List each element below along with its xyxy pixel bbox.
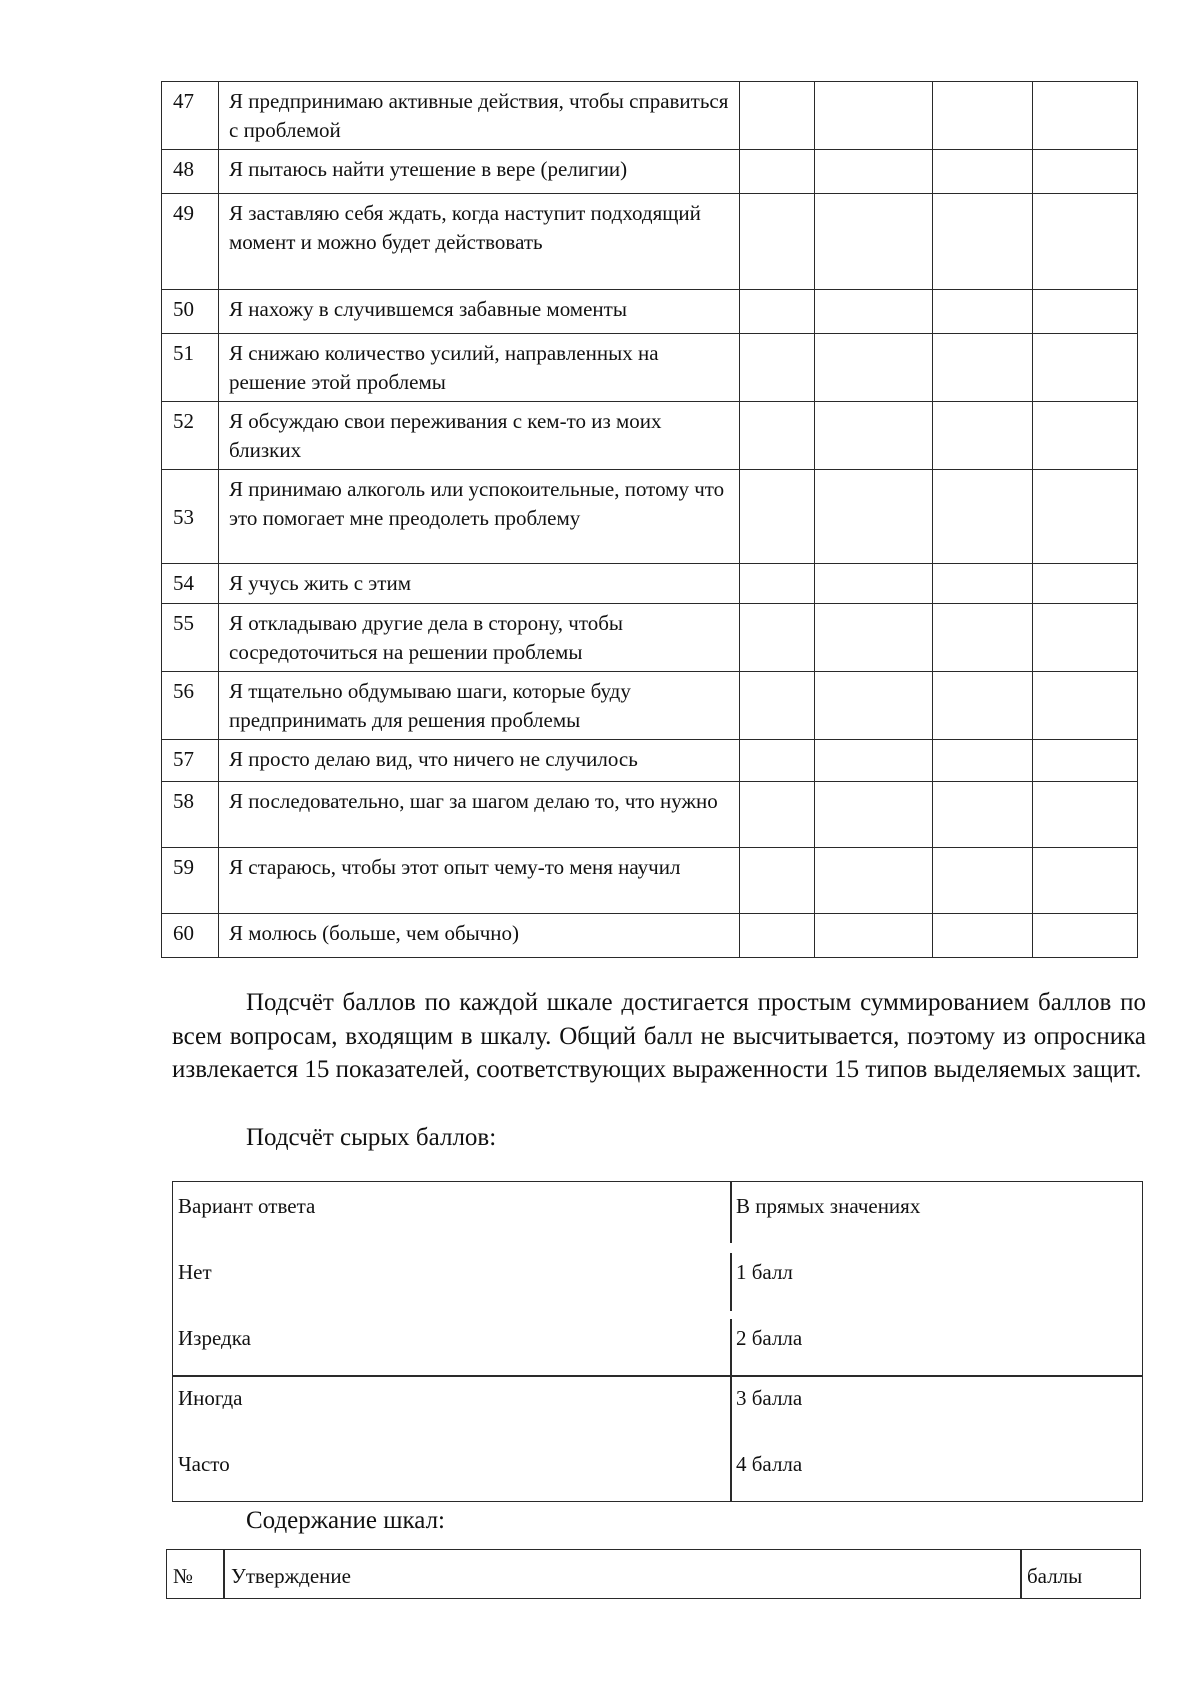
header-option: Вариант ответа bbox=[178, 1194, 316, 1218]
questionnaire-table bbox=[161, 81, 1138, 958]
scales-heading: Содержание шкал: bbox=[246, 1507, 445, 1534]
table-row bbox=[162, 194, 1138, 290]
answer-cell[interactable] bbox=[740, 740, 815, 782]
answer-cell[interactable] bbox=[815, 672, 933, 740]
item-number: 59 bbox=[162, 848, 219, 914]
answer-option: Иногда bbox=[178, 1386, 243, 1410]
column-divider bbox=[1020, 1550, 1022, 1598]
column-divider bbox=[730, 1319, 732, 1501]
table-row bbox=[162, 604, 1138, 672]
item-number: 57 bbox=[162, 740, 219, 782]
header-number: № bbox=[173, 1564, 194, 1588]
answer-cell[interactable] bbox=[933, 402, 1033, 470]
answer-option: Часто bbox=[178, 1452, 230, 1476]
answer-value: 3 балла bbox=[736, 1386, 803, 1410]
answer-cell[interactable] bbox=[815, 564, 933, 604]
answer-cell[interactable] bbox=[1033, 82, 1138, 150]
answer-cell[interactable] bbox=[1033, 564, 1138, 604]
scales-table bbox=[166, 1549, 1141, 1599]
answer-cell[interactable] bbox=[933, 782, 1033, 848]
item-statement: Я тщательно обдумываю шаги, которые буду предпринимать для решения проблемы bbox=[219, 672, 740, 740]
answer-cell[interactable] bbox=[740, 672, 815, 740]
answer-cell[interactable] bbox=[1033, 782, 1138, 848]
item-statement: Я учусь жить с этим bbox=[219, 564, 740, 604]
table-row bbox=[162, 290, 1138, 334]
answer-cell[interactable] bbox=[1033, 150, 1138, 194]
answer-cell[interactable] bbox=[1033, 914, 1138, 958]
answer-cell[interactable] bbox=[815, 604, 933, 672]
answer-cell[interactable] bbox=[933, 150, 1033, 194]
table-row bbox=[162, 564, 1138, 604]
column-divider bbox=[223, 1550, 225, 1598]
answer-cell[interactable] bbox=[815, 150, 933, 194]
answer-cell[interactable] bbox=[740, 290, 815, 334]
answer-cell[interactable] bbox=[1033, 740, 1138, 782]
answer-cell[interactable] bbox=[933, 848, 1033, 914]
answer-cell[interactable] bbox=[933, 194, 1033, 290]
answer-cell[interactable] bbox=[933, 334, 1033, 402]
table-row bbox=[162, 848, 1138, 914]
item-number: 47 bbox=[162, 82, 219, 150]
answer-cell[interactable] bbox=[933, 740, 1033, 782]
header-points: баллы bbox=[1027, 1564, 1083, 1588]
answer-cell[interactable] bbox=[933, 470, 1033, 564]
answer-cell[interactable] bbox=[740, 334, 815, 402]
answer-cell[interactable] bbox=[815, 334, 933, 402]
item-statement: Я последовательно, шаг за шагом делаю то, что нужно bbox=[219, 782, 740, 848]
item-number: 48 bbox=[162, 150, 219, 194]
item-number: 49 bbox=[162, 194, 219, 290]
item-statement: Я пытаюсь найти утешение в вере (религии) bbox=[219, 150, 740, 194]
answer-cell[interactable] bbox=[1033, 848, 1138, 914]
answer-cell[interactable] bbox=[740, 82, 815, 150]
answer-cell[interactable] bbox=[740, 150, 815, 194]
item-number: 55 bbox=[162, 604, 219, 672]
item-statement: Я стараюсь, чтобы этот опыт чему-то меня научил bbox=[219, 848, 740, 914]
header-value: В прямых значениях bbox=[736, 1194, 921, 1218]
answer-cell[interactable] bbox=[933, 672, 1033, 740]
column-divider bbox=[730, 1253, 732, 1311]
answer-cell[interactable] bbox=[815, 402, 933, 470]
item-statement: Я снижаю количество усилий, направленных на решение этой проблемы bbox=[219, 334, 740, 402]
answer-value: 4 балла bbox=[736, 1452, 803, 1476]
item-number: 56 bbox=[162, 672, 219, 740]
table-row bbox=[162, 334, 1138, 402]
answer-cell[interactable] bbox=[1033, 672, 1138, 740]
table-row bbox=[162, 402, 1138, 470]
answer-cell[interactable] bbox=[1033, 604, 1138, 672]
item-number: 52 bbox=[162, 402, 219, 470]
column-divider bbox=[730, 1182, 732, 1243]
item-number: 54 bbox=[162, 564, 219, 604]
answer-cell[interactable] bbox=[933, 82, 1033, 150]
answer-cell[interactable] bbox=[815, 290, 933, 334]
item-number: 58 bbox=[162, 782, 219, 848]
item-number: 51 bbox=[162, 334, 219, 402]
answer-cell[interactable] bbox=[1033, 402, 1138, 470]
item-statement: Я обсуждаю свои переживания с кем-то из моих близких bbox=[219, 402, 740, 470]
table-row bbox=[162, 740, 1138, 782]
answer-cell[interactable] bbox=[740, 604, 815, 672]
answer-cell[interactable] bbox=[1033, 290, 1138, 334]
answer-cell[interactable] bbox=[740, 194, 815, 290]
answer-cell[interactable] bbox=[740, 782, 815, 848]
scoring-paragraph: Подсчёт баллов по каждой шкале достигается простым суммированием баллов по всем вопросам, входящим в шкалу. Общий балл не высчитывается, поэтому из опросника извлекается 15 показателей, соответствующих выраженности 15 типов выделяемых защит. bbox=[172, 989, 1146, 1083]
item-statement: Я просто делаю вид, что ничего не случилось bbox=[219, 740, 740, 782]
answer-cell[interactable] bbox=[933, 564, 1033, 604]
answer-cell[interactable] bbox=[740, 470, 815, 564]
header-statement: Утверждение bbox=[231, 1564, 351, 1588]
answer-cell[interactable] bbox=[815, 782, 933, 848]
answer-cell[interactable] bbox=[815, 740, 933, 782]
answer-cell[interactable] bbox=[815, 82, 933, 150]
item-number: 50 bbox=[162, 290, 219, 334]
raw-scores-table bbox=[172, 1181, 1143, 1502]
answer-cell[interactable] bbox=[740, 402, 815, 470]
answer-cell[interactable] bbox=[933, 604, 1033, 672]
item-statement: Я молюсь (больше, чем обычно) bbox=[219, 914, 740, 958]
answer-cell[interactable] bbox=[933, 290, 1033, 334]
raw-scores-heading: Подсчёт сырых баллов: bbox=[246, 1124, 497, 1151]
item-statement: Я откладываю другие дела в сторону, чтобы сосредоточиться на решении проблемы bbox=[219, 604, 740, 672]
answer-cell[interactable] bbox=[740, 848, 815, 914]
answer-cell[interactable] bbox=[1033, 334, 1138, 402]
answer-option: Изредка bbox=[178, 1326, 251, 1350]
table-row bbox=[162, 150, 1138, 194]
answer-cell[interactable] bbox=[740, 564, 815, 604]
answer-option: Нет bbox=[178, 1260, 212, 1284]
answer-cell[interactable] bbox=[815, 470, 933, 564]
table-row bbox=[162, 672, 1138, 740]
table-row bbox=[162, 914, 1138, 958]
answer-cell[interactable] bbox=[1033, 470, 1138, 564]
answer-cell[interactable] bbox=[933, 914, 1033, 958]
table-row bbox=[162, 470, 1138, 564]
answer-cell[interactable] bbox=[815, 914, 933, 958]
table-row bbox=[162, 82, 1138, 150]
answer-value: 1 балл bbox=[736, 1260, 793, 1284]
item-statement: Я заставляю себя ждать, когда наступит подходящий момент и можно будет действовать bbox=[219, 194, 740, 290]
row-divider bbox=[173, 1375, 1142, 1377]
item-statement: Я предпринимаю активные действия, чтобы справиться с проблемой bbox=[219, 82, 740, 150]
item-statement: Я принимаю алкоголь или успокоительные, потому что это помогает мне преодолеть проблему bbox=[219, 470, 740, 564]
answer-cell[interactable] bbox=[815, 194, 933, 290]
item-number: 53 bbox=[162, 470, 219, 564]
answer-value: 2 балла bbox=[736, 1326, 803, 1350]
item-number: 60 bbox=[162, 914, 219, 958]
answer-cell[interactable] bbox=[1033, 194, 1138, 290]
answer-cell[interactable] bbox=[740, 914, 815, 958]
item-statement: Я нахожу в случившемся забавные моменты bbox=[219, 290, 740, 334]
table-row bbox=[162, 782, 1138, 848]
answer-cell[interactable] bbox=[815, 848, 933, 914]
